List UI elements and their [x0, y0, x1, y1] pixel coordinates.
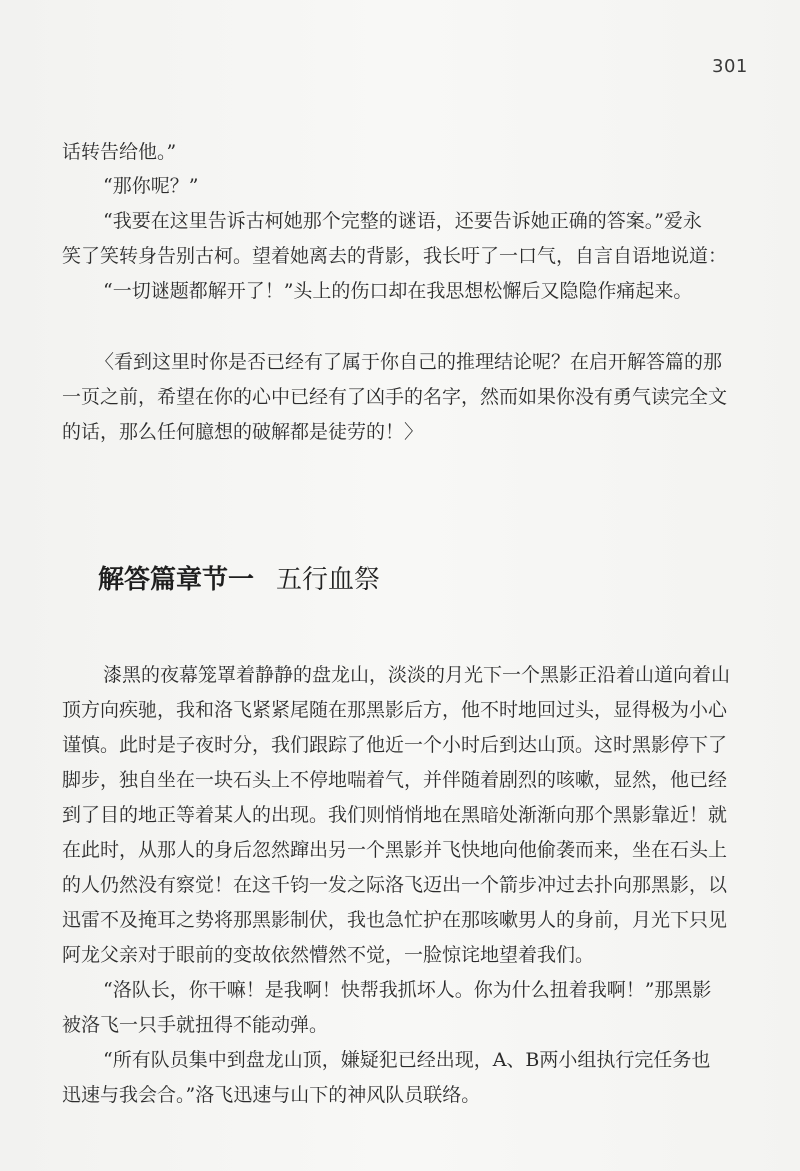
text-line: 话转告给他。”: [62, 141, 177, 163]
text-line: “我要在这里告诉古柯她那个完整的谜语，还要告诉她正确的答案。”爱永: [103, 210, 702, 232]
page-number: 301: [712, 56, 748, 77]
text-line: 迅速与我会合。”洛飞迅速与山下的神风队员联络。: [62, 1084, 481, 1106]
chapter-label: 解答篇章节一: [98, 565, 255, 595]
text-line: 被洛飞一只手就扭得不能动弹。: [62, 1014, 329, 1036]
text-line: 阿龙父亲对于眼前的变故依然懵然不觉，一脸惊诧地望着我们。: [62, 944, 595, 966]
text-line: 在此时，从那人的身后忽然蹿出另一个黑影并飞快地向他偷袭而来，坐在石头上: [62, 839, 728, 861]
chapter-title: 五行血祭: [276, 565, 381, 595]
text-line: “一切谜题都解开了！”头上的伤口却在我思想松懈后又隐隐作痛起来。: [103, 280, 693, 302]
text-line: “洛队长，你干嘛！是我啊！快帮我抓坏人。你为什么扭着我啊！”那黑影: [103, 979, 712, 1001]
text-line: 谨慎。此时是子夜时分，我们跟踪了他近一个小时后到达山顶。这时黑影停下了: [62, 734, 728, 756]
text-line: 漆黑的夜幕笼罩着静静的盘龙山，淡淡的月光下一个黑影正沿着山道向着山: [103, 664, 731, 686]
author-note-line: 〈看到这里时你是否已经有了属于你自己的推理结论呢？在启开解答篇的那: [95, 351, 723, 373]
author-note-line: 的话，那么任何臆想的破解都是徒劳的！〉: [62, 421, 424, 443]
text-line: 迅雷不及掩耳之势将那黑影制伏，我也急忙护在那咳嗽男人的身前，月光下只见: [62, 909, 728, 931]
text-line: 脚步，独自坐在一块石头上不停地喘着气，并伴随着剧烈的咳嗽，显然，他已经: [62, 769, 728, 791]
text-line: 顶方向疾驰，我和洛飞紧紧尾随在那黑影后方，他不时地回过头，显得极为小心: [62, 699, 728, 721]
text-line: 笑了笑转身告别古柯。望着她离去的背影，我长吁了一口气，自言自语地说道：: [62, 245, 728, 267]
text-line: “所有队员集中到盘龙山顶，嫌疑犯已经出现，A、B两小组执行完任务也: [103, 1049, 711, 1071]
text-line: “那你呢？”: [103, 175, 199, 197]
chapter-heading: [98, 563, 380, 597]
author-note-line: 一页之前，希望在你的心中已经有了凶手的名字，然而如果你没有勇气读完全文: [62, 386, 728, 408]
text-line: 到了目的地正等着某人的出现。我们则悄悄地在黑暗处渐渐向那个黑影靠近！就: [62, 804, 728, 826]
text-line: 的人仍然没有察觉！在这千钧一发之际洛飞迈出一个箭步冲过去扑向那黑影，以: [62, 874, 728, 896]
